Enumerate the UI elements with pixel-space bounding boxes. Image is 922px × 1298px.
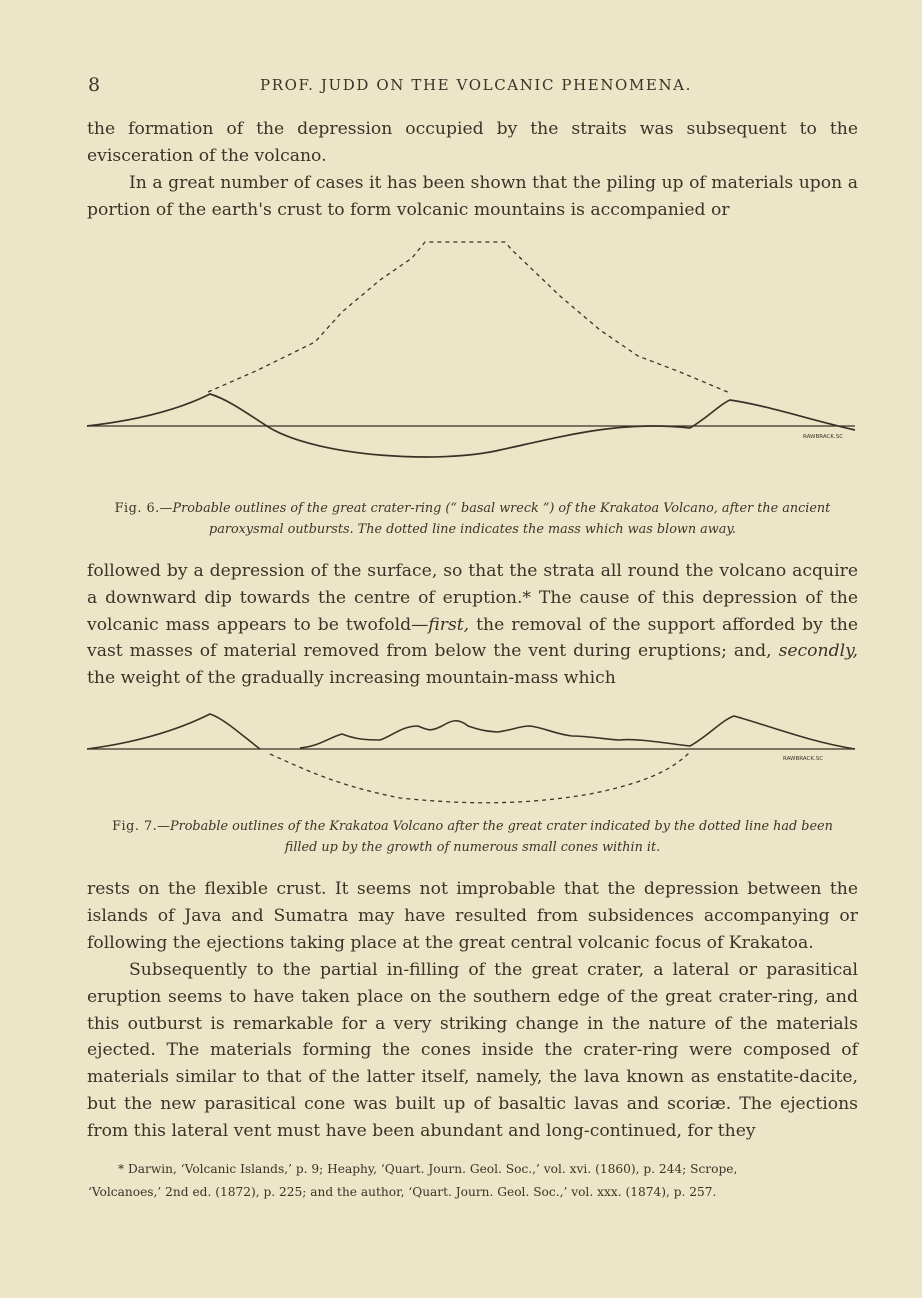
paragraph-depression-part2: the removal of the support afforded by the vast masses of material removed from below the vent during eruptions; and, (87, 614, 858, 662)
figure-6-caption-text: —Probable outlines of the great crater-ring (“ basal wreck ”) of the Krakatoa Volcano, after the ancient paroxysmal outbursts. The dotted line indicates the mass which was blown away. (159, 501, 831, 537)
footnote-line-1: * Darwin, ‘Volcanic Islands,’ p. 9; Heaphy, ‘Quart. Journ. Geol. Soc.,’ vol. xvi. (1860), p. 244; Scrope, (118, 1162, 738, 1176)
emphasis-first: first, (428, 614, 470, 635)
footnote-line-2: ‘Volcanoes,’ 2nd ed. (1872), p. 225; and the author, ‘Quart. Journ. Geol. Soc.,’ vol. xxx. (1874), p. 257. (88, 1185, 717, 1199)
figure-6-label: Fig. 6. (114, 501, 160, 516)
fig7-engraver-mark: RAWBRACK.SC (783, 756, 824, 762)
page-number: 8 (88, 74, 101, 96)
figure-7-label: Fig. 7. (112, 819, 158, 834)
figure-7-caption (95, 816, 850, 858)
paragraph-depression (87, 558, 858, 692)
running-title: PROF. JUDD ON THE VOLCANIC PHENOMENA. (260, 76, 692, 94)
figure-6-caption (95, 498, 850, 540)
fig6-engraver-mark: RAWBRACK.SC (803, 434, 844, 440)
fig7-original-crater-dotted-line (270, 752, 690, 803)
figure-6-diagram (80, 232, 860, 460)
fig6-blown-away-outline (208, 242, 730, 393)
figure-7-diagram (80, 704, 860, 812)
paragraph-continuation: the formation of the depression occupied by the straits was subsequent to the evisceration of the volcano. (87, 119, 858, 166)
paragraph-depression-part1: followed by a depression of the surface, so that the strata all round the volcano acquire a downward dip towards the centre of eruption.* The cause of this depression of the volcanic mass appears to be twofold— (87, 561, 858, 635)
figure-7-caption-text: —Probable outlines of the Krakatoa Volcano after the great crater indicated by the dotted line had been filled up by the growth of numerous small cones within it. (157, 819, 833, 855)
footnotes (88, 1158, 860, 1204)
paragraph-java-sumatra: rests on the flexible crust. It seems not improbable that the depression between the islands of Java and Sumatra may have resulted from subsidences accompanying or following the ejections taking place at the great central volcanic focus of Krakatoa. (87, 879, 858, 953)
paragraph-parasitical-eruption: Subsequently to the partial in-filling of the great crater, a lateral or parasitical eruption seems to have taken place on the southern edge of the great crater-ring, and this outburst is remarkable for a very striking change in the nature of the materials ejected. The materials forming the cones inside the crater-ring were composed of materials similar to that of the latter itself, namely, the lava known as enstatite-dacite, but the new parasitical cone was built up of basaltic lavas and scoriæ. The ejections from this lateral vent must have been abundant and long-continued, for they (87, 960, 858, 1141)
paragraph-piling-up: In a great number of cases it has been shown that the piling up of materials upon a portion of the earth's crust to form volcanic mountains is accompanied or (87, 173, 858, 220)
paragraph-depression-part3: the weight of the gradually increasing mountain-mass which (87, 668, 616, 689)
page-header (88, 74, 858, 104)
emphasis-secondly: secondly, (778, 641, 858, 662)
fig7-volcano-outline (87, 714, 855, 749)
